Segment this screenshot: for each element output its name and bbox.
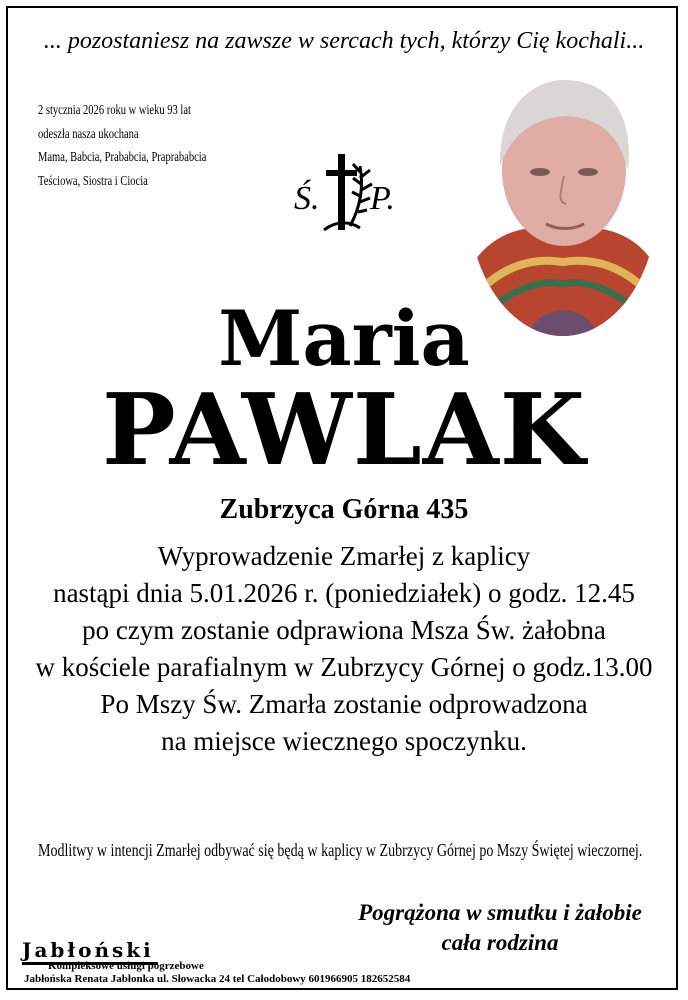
sp-right-letter: P. — [370, 180, 395, 217]
intro-line: 2 stycznia 2026 roku w wieku 93 lat — [38, 102, 191, 117]
funeral-company-services: Kompleksowe usługi pogrzebowe — [48, 960, 204, 972]
deceased-surname: PAWLAK — [102, 373, 586, 488]
intro-line: Mama, Babcia, Prababcia, Praprababcia — [38, 149, 207, 164]
funeral-company-logo: Jabłoński — [22, 938, 158, 965]
ceremony-line: po czym zostanie odprawiona Msza Św. żałobna — [82, 615, 606, 645]
sp-left-letter: Ś. — [294, 180, 320, 217]
grief-line: cała rodzina — [441, 930, 559, 955]
intro-line: Teściowa, Siostra i Ciocia — [38, 172, 148, 188]
ceremony-line: Wyprowadzenie Zmarłej z kaplicy — [157, 541, 531, 571]
grief-line: Pogrążona w smutku i żałobie — [358, 900, 642, 925]
funeral-company-contact: Jabłońska Renata Jabłonka ul. Słowacka 24 tel Całodobowy 601966905 182652584 — [24, 973, 411, 985]
ceremony-line: Po Mszy Św. Zmarła zostanie odprowadzona — [100, 689, 588, 719]
ceremony-line: nastąpi dnia 5.01.2026 r. (poniedziałek) o godz. 12.45 — [53, 578, 635, 608]
intro-line: odeszła nasza ukochana — [38, 125, 139, 141]
address-text: Zubrzyca Górna 435 — [219, 494, 469, 525]
ceremony-line: na miejsce wiecznego spoczynku. — [161, 726, 527, 756]
sp-cross-emblem — [294, 148, 395, 234]
ceremony-line: w kościele parafialnym w Zubrzycy Górnej o godz.13.00 — [35, 652, 653, 682]
prayer-note: Modlitwy w intencji Zmarłej odbywać się będą w kaplicy w Zubrzycy Górnej po Mszy Świętej wieczornej. — [38, 840, 643, 860]
grief-signature — [320, 898, 680, 958]
ceremony-details — [0, 538, 688, 760]
intro-text — [38, 98, 206, 192]
motto-text: ... pozostaniesz na zawsze w sercach tych, którzy Cię kochali... — [43, 28, 645, 54]
deceased-first-name: Maria — [218, 294, 470, 383]
